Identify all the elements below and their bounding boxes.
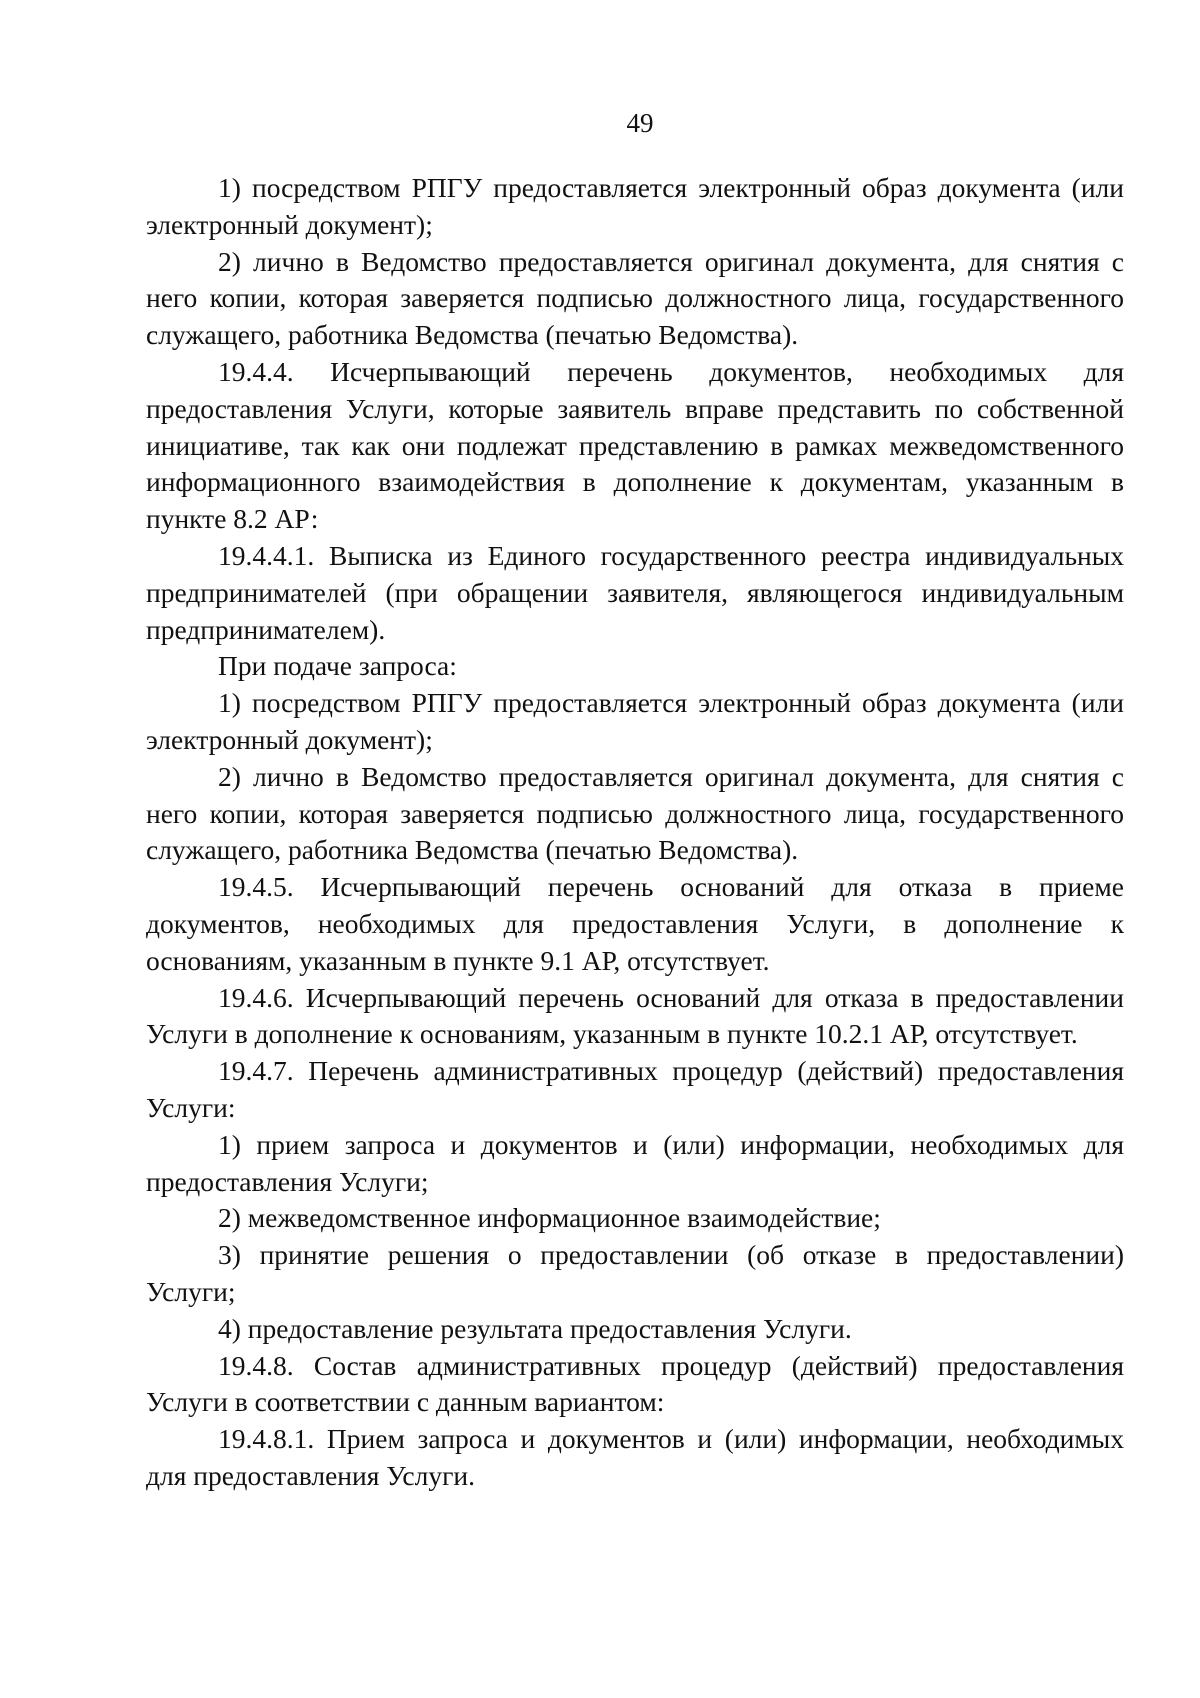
- paragraph: 3) принятие решения о предоставлении (об отказе в предоставлении) Услуги;: [146, 1239, 1124, 1307]
- paragraph: 19.4.4. Исчерпывающий перечень документов, необходимых для предоставления Услуги, которые заявитель вправе представить по собственной инициативе, так как они подлежат представлению в рамках межведомственного информационного взаимодействия в дополнение к документам, указанным в пункте 8.2 АР:: [146, 355, 1124, 535]
- paragraph: 19.4.4.1. Выписка из Единого государственного реестра индивидуальных предпринимателей (при обращении заявителя, являющегося индивидуальным предпринимателем).: [146, 539, 1124, 645]
- paragraph: 2) лично в Ведомство предоставляется оригинал документа, для снятия с него копии, которая заверяется подписью должностного лица, государственного служащего, работника Ведомства (печатью Ведомства).: [146, 760, 1124, 866]
- paragraph: 1) посредством РПГУ предоставляется электронный образ документа (или электронный документ);: [146, 687, 1124, 755]
- paragraph: 19.4.7. Перечень административных процедур (действий) предоставления Услуги:: [146, 1055, 1124, 1123]
- paragraph: 19.4.8. Состав административных процедур (действий) предоставления Услуги в соответствии с данным вариантом:: [146, 1349, 1124, 1418]
- paragraph: 1) посредством РПГУ предоставляется электронный образ документа (или электронный документ);: [146, 172, 1124, 240]
- paragraph: 19.4.8.1. Прием запроса и документов и (или) информации, необходимых для предоставления Услуги.: [146, 1423, 1124, 1491]
- page-number: 49: [626, 108, 654, 138]
- paragraph: 4) предоставление результата предоставления Услуги.: [218, 1312, 852, 1344]
- paragraph: При подаче запроса:: [218, 650, 457, 682]
- paragraph: 1) прием запроса и документов и (или) информации, необходимых для предоставления Услуги;: [146, 1128, 1124, 1197]
- document-body: [146, 170, 1124, 1495]
- paragraph: 19.4.5. Исчерпывающий перечень оснований для отказа в приеме документов, необходимых для предоставления Услуги, в дополнение к основаниям, указанным в пункте 9.1 АР, отсутствует.: [146, 871, 1124, 976]
- paragraph: 19.4.6. Исчерпывающий перечень оснований для отказа в предоставлении Услуги в дополнение к основаниям, указанным в пункте 10.2.1 АР, отсутствует.: [146, 981, 1124, 1050]
- paragraph: 2) межведомственное информационное взаимодействие;: [218, 1202, 881, 1234]
- paragraph: 2) лично в Ведомство предоставляется оригинал документа, для снятия с него копии, которая заверяется подписью должностного лица, государственного служащего, работника Ведомства (печатью Ведомства).: [146, 245, 1124, 351]
